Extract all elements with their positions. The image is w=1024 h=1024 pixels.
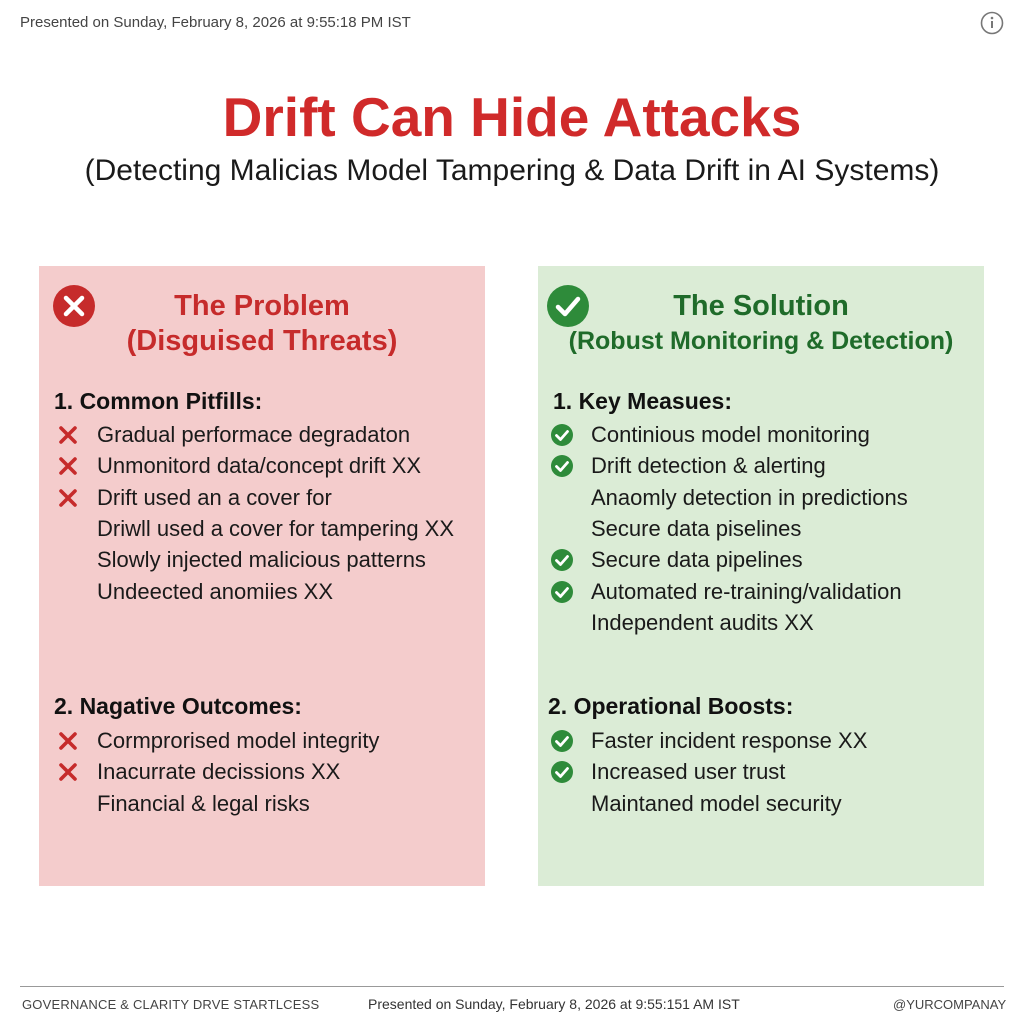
x-mark-icon xyxy=(57,730,79,752)
x-mark-icon xyxy=(57,455,79,477)
x-mark-icon xyxy=(57,487,79,509)
list-item: Increased user trust xyxy=(591,759,786,785)
list-item: Secure data pipelines xyxy=(591,547,803,573)
x-mark-icon xyxy=(57,761,79,783)
footer-tagline: GOVERNANCE & CLARITY DRVE STARTLCESS xyxy=(22,997,320,1012)
list-item: Anaomly detection in predictions xyxy=(591,484,908,510)
footer-presented-note: Presented on Sunday, February 8, 2026 at 9:55:151 AM IST xyxy=(368,996,740,1012)
list-item: Secure data piselines xyxy=(591,515,802,541)
problem-subtitle: (Disguised Threats) xyxy=(126,325,398,357)
list-item: Undeected anomiies XX xyxy=(97,578,334,604)
list-item: Cormprorised model integrity xyxy=(97,728,380,753)
page-subtitle: (Detecting Malicias Model Tampering & Data Drift in AI Systems) xyxy=(84,154,940,187)
check-circle-icon xyxy=(551,424,573,446)
solution-subtitle: (Robust Monitoring & Detection) xyxy=(568,327,954,355)
list-item: Maintaned model security xyxy=(591,790,842,816)
list-item: Driwll used a cover for tampering XX xyxy=(97,515,455,541)
list-item: Inacurrate decissions XX xyxy=(97,759,341,785)
check-circle-icon xyxy=(551,730,573,752)
problem-panel xyxy=(39,266,485,886)
list-item: Drift used an a cover for xyxy=(97,484,332,510)
info-icon[interactable] xyxy=(980,11,1004,35)
solution-section1-heading: 1. Key Measues: xyxy=(553,388,732,414)
footer-divider xyxy=(20,986,1004,987)
footer-handle: @YURCOMPANAY xyxy=(893,997,1007,1012)
problem-section1-heading: 1. Common Pitfills: xyxy=(54,388,263,414)
list-item: Continious model monitoring xyxy=(591,422,870,447)
check-circle-icon xyxy=(551,549,573,571)
presented-note: Presented on Sunday, February 8, 2026 at 9:55:18 PM IST xyxy=(20,14,411,31)
list-item: Drift detection & alerting xyxy=(591,453,826,479)
list-item: Unmonitord data/concept drift XX xyxy=(97,453,422,479)
check-circle-icon xyxy=(551,455,573,477)
solution-title: The Solution xyxy=(673,290,849,322)
solution-panel xyxy=(538,266,984,886)
solution-section2-heading: 2. Operational Boosts: xyxy=(548,693,794,719)
list-item: Automated re-training/validation xyxy=(591,578,902,604)
list-item: Gradual performace degradaton xyxy=(97,422,411,447)
list-item: Slowly injected malicious patterns xyxy=(97,547,426,573)
problem-title: The Problem xyxy=(174,290,350,322)
list-item: Financial & legal risks xyxy=(97,790,310,816)
x-mark-icon xyxy=(57,424,79,446)
check-circle-icon xyxy=(551,581,573,603)
list-item: Faster incident response XX xyxy=(591,728,868,753)
problem-section2-heading: 2. Nagative Outcomes: xyxy=(54,693,302,719)
list-item: Independent audits XX xyxy=(591,609,814,635)
check-circle-icon xyxy=(551,761,573,783)
page-title: Drift Can Hide Attacks xyxy=(222,86,802,148)
